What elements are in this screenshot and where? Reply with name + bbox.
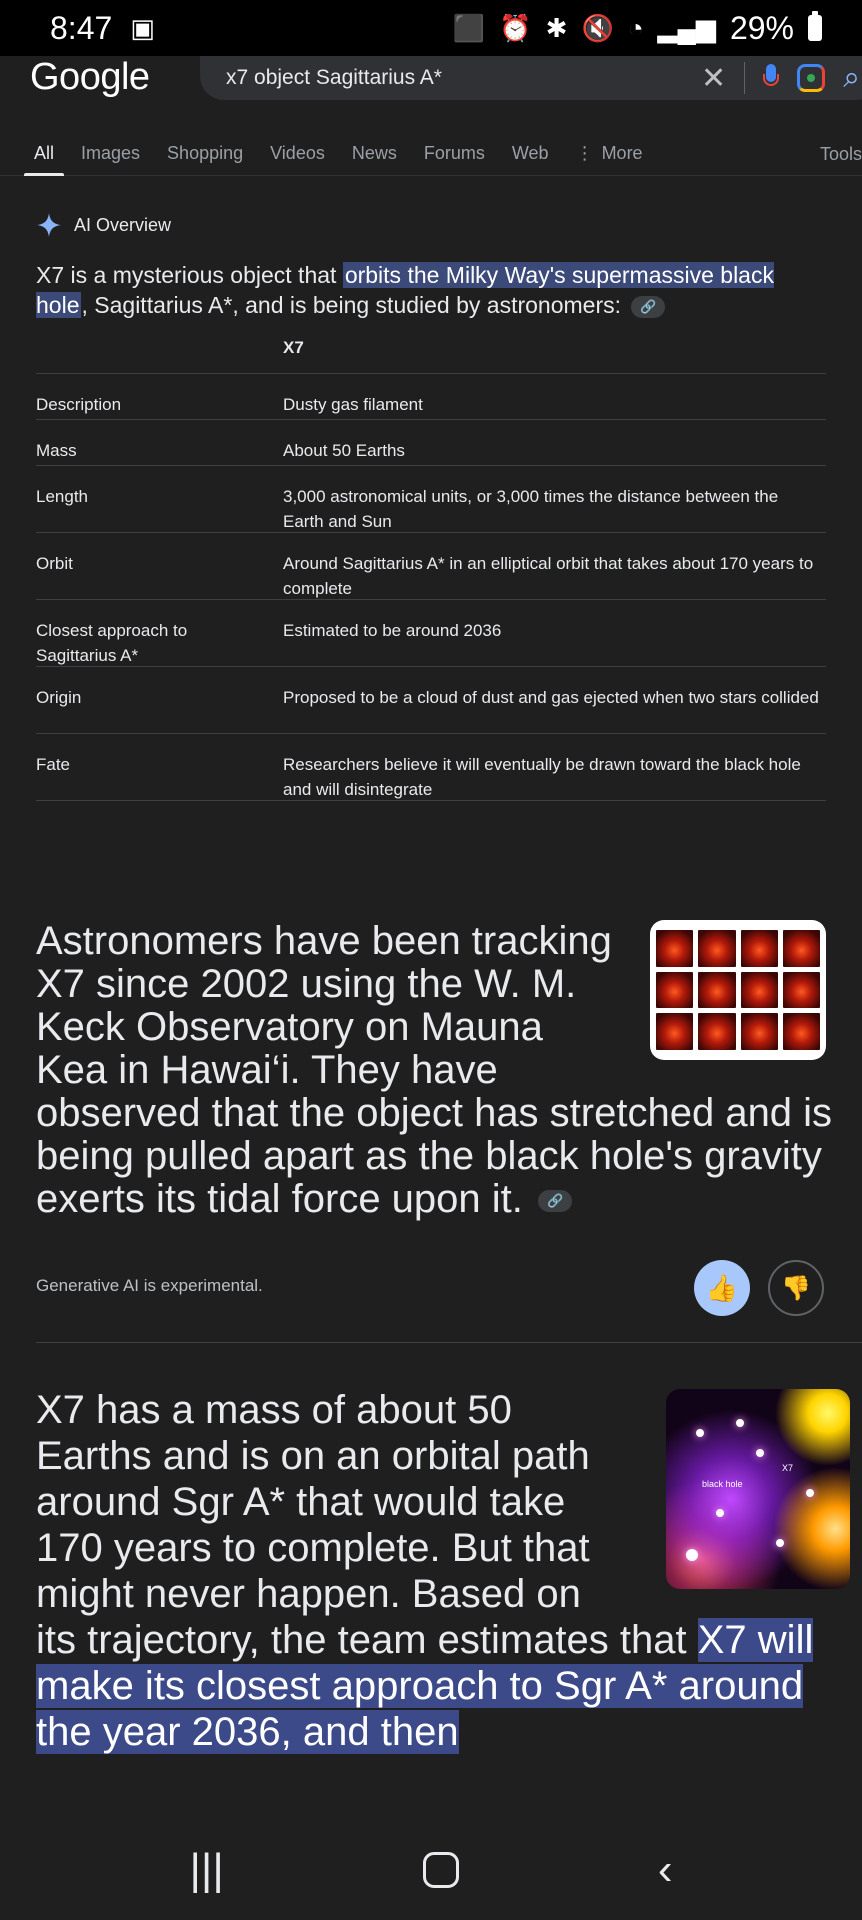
google-logo[interactable]: Google (30, 56, 150, 98)
battery-level: 29% (729, 9, 794, 46)
mic-icon[interactable] (763, 64, 779, 92)
app-icon: ⬛ (452, 13, 486, 43)
table-row (36, 734, 826, 801)
table-row (36, 533, 826, 600)
table-row (36, 466, 826, 533)
link-chip-icon[interactable]: 🔗 (538, 1190, 572, 1212)
tab-videos[interactable]: Videos (270, 143, 325, 163)
signal-icon: ▂▄▆ (657, 13, 716, 43)
row-value: 3,000 astronomical units, or 3,000 times the distance between the Earth and Sun (283, 487, 779, 531)
home-icon[interactable] (423, 1852, 459, 1888)
row-value: About 50 Earths (283, 441, 405, 460)
lens-icon[interactable] (797, 64, 825, 92)
android-nav-bar (0, 1820, 862, 1920)
table-header: X7 (283, 338, 304, 357)
thumbs-up-button[interactable] (694, 1260, 750, 1316)
sparkle-icon (36, 212, 62, 238)
search-input[interactable] (226, 66, 701, 90)
row-value: Proposed to be a cloud of dust and gas ejected when two stars collided (283, 688, 819, 707)
alarm-icon: ⏰ (499, 13, 532, 43)
more-vert-icon: ⋮ (575, 143, 594, 163)
table-row (36, 374, 826, 420)
thumbs-down-button[interactable] (768, 1260, 824, 1316)
row-value: Around Sagittarius A* in an elliptical orbit that takes about 170 years to complete (283, 554, 814, 598)
black-hole-label: black hole (702, 1479, 743, 1489)
ai-overview-header (36, 212, 171, 238)
row-key: Fate (36, 755, 71, 774)
table-header-row (36, 326, 826, 374)
ai-intro-text: X7 is a mysterious object that orbits the Milky Way's supermassive black hole, Sagittarius A*, and is being studied by astronomers: 🔗 (36, 262, 774, 318)
mute-icon: 🔇 (581, 13, 614, 43)
table-row (36, 667, 826, 734)
battery-icon (808, 15, 822, 41)
snippet-text: X7 has a mass of about 50 Earths and is on an orbital path around Sgr A* that would take 170 years to complete. But that might never happen. Based on its trajectory, the team estimates that X7 will make its closest approach to Sgr A* around the year 2036, and then (36, 1388, 814, 1754)
search-divider (744, 62, 745, 94)
search-header (0, 56, 862, 176)
ai-paragraph: Astronomers have been tracking X7 since 2002 using the W. M. Keck Observatory on Mauna Kea in Hawai‘i. They have observed that the object has stretched and is being pulled apart as the black hole's gravity exerts its tidal force upon it. 🔗 (36, 919, 833, 1221)
table-row (36, 600, 826, 667)
thumbs-up-icon: 👍 (705, 1272, 739, 1303)
clear-icon[interactable]: ✕ (701, 61, 727, 95)
row-value: Dusty gas filament (283, 395, 423, 414)
search-box[interactable] (200, 56, 862, 100)
x7-sequence-thumbnail[interactable] (650, 920, 826, 1060)
galactic-center-thumbnail[interactable] (666, 1389, 850, 1589)
gallery-icon: ▣ (130, 13, 155, 43)
search-icon[interactable]: ⌕ (843, 61, 860, 94)
row-value: Estimated to be around 2036 (283, 621, 502, 640)
wifi-icon: ◔ (627, 13, 644, 43)
row-key: Closest approach to Sagittarius A* (36, 621, 188, 665)
ai-overview-label: AI Overview (74, 214, 172, 235)
x7-label: X7 (782, 1463, 794, 1473)
table-row (36, 420, 826, 466)
tab-forums[interactable]: Forums (423, 143, 485, 163)
tab-more[interactable]: ⋮ More (575, 143, 643, 163)
row-key: Description (36, 395, 122, 414)
feedback-label: Generative AI is experimental. (36, 1276, 263, 1295)
tab-news[interactable]: News (351, 143, 397, 163)
row-key: Length (36, 487, 88, 506)
status-time: 8:47 (50, 9, 113, 46)
ai-overview (0, 176, 862, 1336)
snippet-highlight[interactable]: X7 will make its closest approach to Sgr A* around the year 2036, and then (36, 1618, 814, 1754)
thumbs-down-icon: 👎 (781, 1274, 811, 1302)
intro-highlight[interactable]: orbits the Milky Way's supermassive black hole (36, 262, 774, 318)
recent-apps-icon[interactable]: ||| (189, 1845, 224, 1894)
tab-shopping[interactable]: Shopping (167, 143, 244, 163)
facts-table (36, 326, 826, 801)
row-key: Origin (36, 688, 82, 707)
tools-button[interactable]: Tools (819, 143, 862, 164)
link-chip-icon[interactable]: 🔗 (631, 296, 665, 318)
tab-all[interactable]: All (34, 132, 54, 176)
status-bar (0, 0, 862, 56)
back-icon[interactable]: ‹ (657, 1845, 673, 1894)
tab-web[interactable]: Web (511, 143, 549, 163)
bluetooth-icon: ✱ (545, 13, 568, 43)
tab-images[interactable]: Images (81, 143, 141, 163)
row-key: Mass (36, 441, 77, 460)
row-value: Researchers believe it will eventually be drawn toward the black hole and will disintegrate (283, 755, 801, 799)
featured-snippet (0, 1343, 862, 1820)
row-key: Orbit (36, 554, 73, 573)
search-tabs (0, 132, 862, 176)
